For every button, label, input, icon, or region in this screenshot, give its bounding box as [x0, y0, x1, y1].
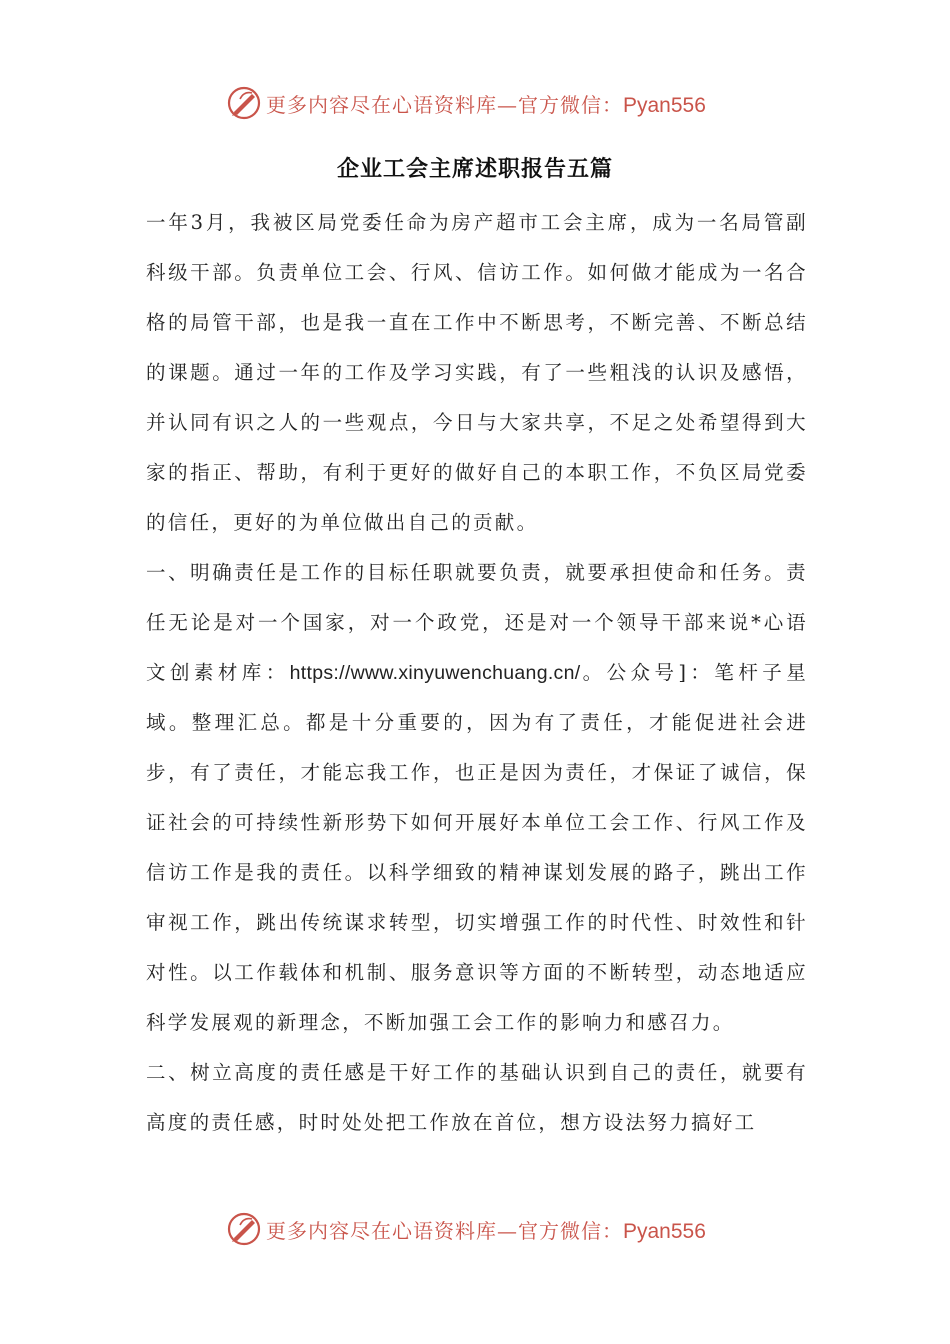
header-banner	[226, 83, 746, 123]
banner-text	[266, 89, 706, 118]
banner-text-cn: 更多内容尽在心语资料库—官方微信：	[266, 92, 623, 117]
banner-text-cn: 更多内容尽在心语资料库—官方微信：	[266, 1218, 623, 1243]
paragraph-text: 。公众号]：笔杆子星域。整理汇总。都是十分重要的，因为有了责任，才能促进社会进步，有了责任，才能忘我工作，也正是因为责任，才保证了诚信，保证社会的可持续性新形势下如何开展好本单位工会工作、行风工作及信访工作是我的责任。以科学细致的精神谋划发展的路子，跳出工作审视工作，跳出传统谋求转型，切实增强工作的时代性、时效性和针对性。以工作载体和机制、服务意识等方面的不断转型，动态地适应科学发展观的新理念，不断加强工会工作的影响力和感召力。	[146, 661, 808, 1034]
quill-logo-icon	[226, 1211, 262, 1247]
paragraph-intro: 一年3月，我被区局党委任命为房产超市工会主席，成为一名局管副科级干部。负责单位工会、行风、信访工作。如何做才能成为一名合格的局管干部，也是我一直在工作中不断思考，不断完善、不断总结的课题。通过一年的工作及学习实践，有了一些粗浅的认识及感悟，并认同有识之人的一些观点，今日与大家共享，不足之处希望得到大家的指正、帮助，有利于更好的做好自己的本职工作，不负区局党委的信任，更好的为单位做出自己的贡献。	[146, 211, 808, 534]
document-body	[146, 198, 808, 1148]
document-title: 企业工会主席述职报告五篇	[336, 156, 613, 182]
banner-wechat-id: Pyan556	[623, 1219, 706, 1243]
banner-text	[266, 1215, 706, 1244]
quill-logo-icon	[226, 85, 262, 121]
paragraph-section-1	[146, 548, 808, 1048]
footer-banner	[226, 1209, 746, 1249]
paragraph-section-2: 二、树立高度的责任感是干好工作的基础认识到自己的责任，就要有高度的责任感，时时处处把工作放在首位，想方设法努力搞好工	[146, 1061, 808, 1134]
banner-wechat-id: Pyan556	[623, 93, 706, 117]
paragraph-text: 一、明确责任是工作的目标任职就要负责，就要承担使命和任务。责任无论是对一个国家，对一个政党，还是对一个领导干部来说*心语文创素材库：	[146, 561, 808, 684]
source-url: https://www.xinyuwenchuang.cn/	[289, 662, 581, 684]
